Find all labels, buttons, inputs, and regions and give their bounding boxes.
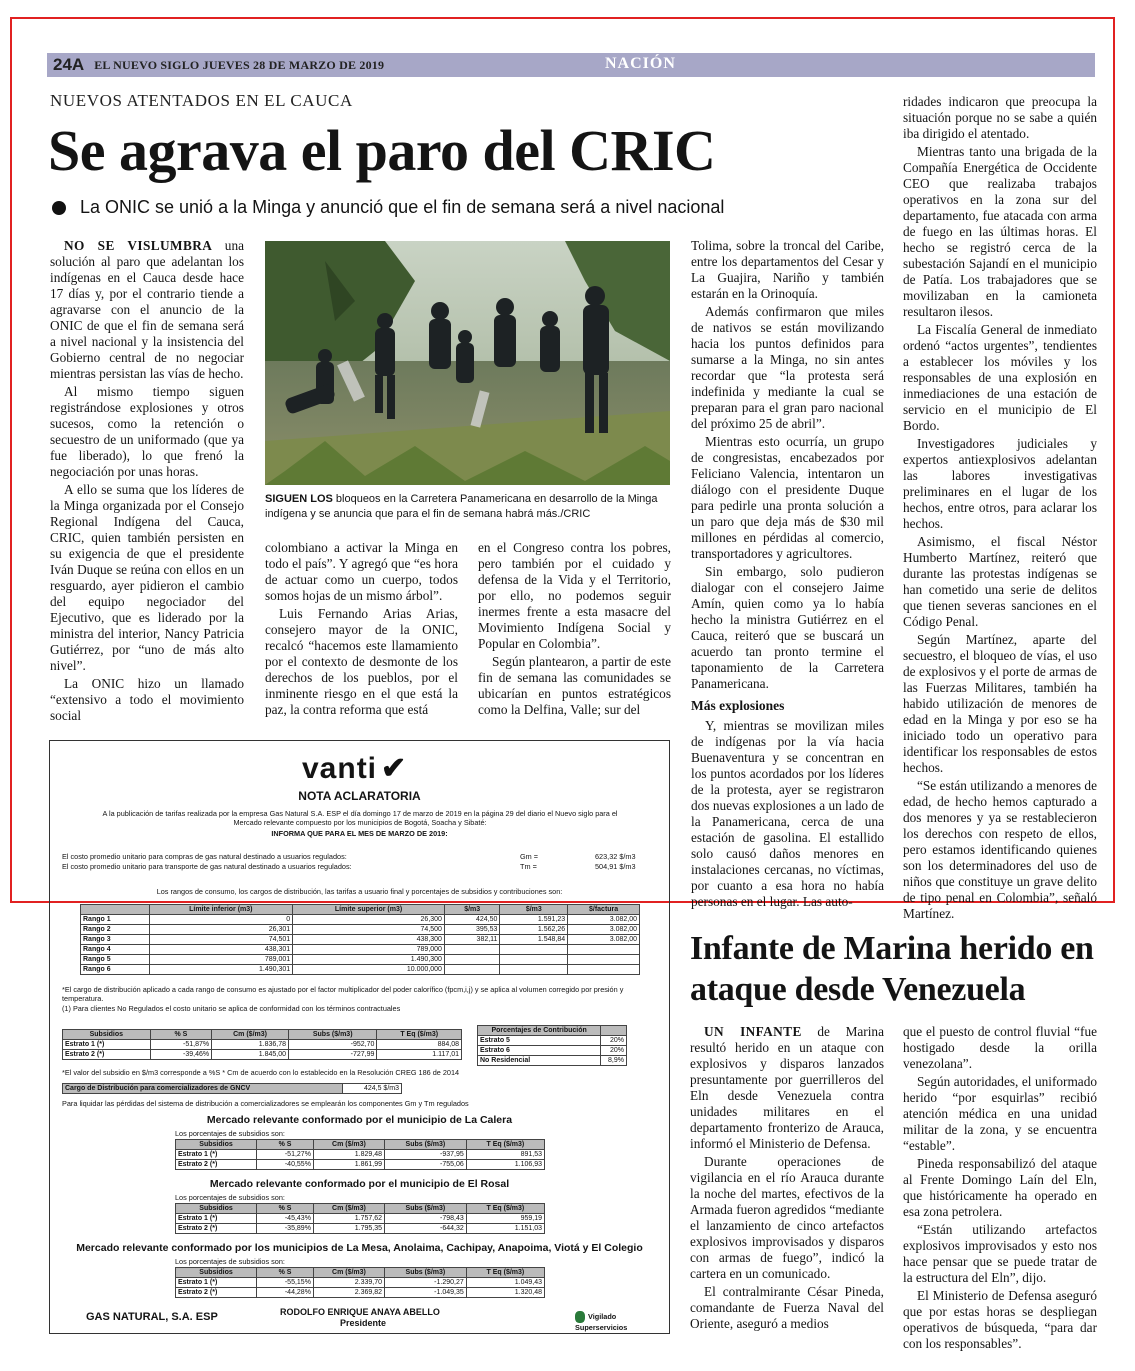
table-cell: Rango 2 xyxy=(81,925,150,935)
table-header-cell: Subsidios xyxy=(176,1140,257,1150)
table-cell: 1.836,78 xyxy=(212,1040,289,1050)
table-cell: 20% xyxy=(601,1036,627,1046)
table-cell: 884,08 xyxy=(377,1040,462,1050)
table-cell: 1.591,23 xyxy=(500,915,568,925)
article-column-5 xyxy=(903,94,1097,922)
table-cell: -40,55% xyxy=(257,1160,314,1170)
table-header-cell: $/m3 xyxy=(444,905,499,915)
table-cell xyxy=(500,945,568,955)
table-header-row xyxy=(81,905,640,915)
table-cell: Rango 4 xyxy=(81,945,150,955)
paragraph-text: una solución al paro que adelantan los indígenas en el Cauca desde hace 17 días y, por el contrario tiende a agravarse con el anuncio de la ONIC de que el fin de semana será a nivel nacional y la insistencia del Gobierno central de no negociar mientras persistan las vías de hecho. xyxy=(50,238,244,381)
table-cell: -45,43% xyxy=(257,1214,314,1224)
paragraph: en el Congreso contra los pobres, pero también por el cuidado y defensa de la Vida y el Territorio, por ello, no podemos seguir inermes frente a esta masacre del Movimiento Indígena Social y Popular en Colombia”. xyxy=(478,540,671,651)
table-row xyxy=(63,1040,462,1050)
paragraph xyxy=(50,238,244,382)
table-cell: 2.339,70 xyxy=(313,1278,384,1288)
page-number: 24A xyxy=(53,55,85,74)
table-row xyxy=(81,945,640,955)
table-header-cell xyxy=(601,1026,627,1036)
table-cell: Estrato 6 xyxy=(478,1046,601,1056)
cost-tm-symbol: Tm = xyxy=(520,862,537,871)
table-cell: -937,95 xyxy=(385,1150,467,1160)
table-cell: -44,28% xyxy=(257,1288,314,1298)
subsidy-note: *El valor del subsidio en $/m3 corresponde a %S * Cm de acuerdo con lo establecido en la Resolución CREG 186 de 2014 xyxy=(62,1068,460,1077)
table-header-cell: % S xyxy=(257,1140,314,1150)
table-header-cell: Subs ($/m3) xyxy=(385,1268,467,1278)
table-cell: -51,87% xyxy=(150,1040,211,1050)
paragraph: Según autoridades, el uniformado herido “por esquirlas” recibió atención médica en una unidad militar de la zona, y se encuentra “estable”. xyxy=(903,1074,1097,1153)
paragraph: Tolima, sobre la troncal del Caribe, entre los departamentos del Cesar y La Guajira, Nariño y también estarán en la Orinoquía. xyxy=(691,238,884,301)
table-cell: Estrato 1 (*) xyxy=(63,1040,151,1050)
seal-icon xyxy=(575,1311,585,1323)
article-column-2 xyxy=(265,540,458,718)
table-header-cell: T Eq ($/m3) xyxy=(377,1030,462,1040)
table-header-cell: Subs ($/m3) xyxy=(288,1030,376,1040)
subsidy-intro: Los porcentajes de subsidios son: xyxy=(175,1257,285,1266)
table-cell: 438,300 xyxy=(293,935,445,945)
lead-in: NO SE VISLUMBRA xyxy=(64,238,213,253)
table-cell: 1.117,01 xyxy=(377,1050,462,1060)
paragraph: Mientras esto ocurría, un grupo de congresistas, encabezados por Feliciano Valencia, intentaron un diálogo con el presidente Duque para pedirle una pronta solución a un paro que deja más de $30 mil millones en pérdidas al comercio, transportadores y agricultores. xyxy=(691,434,884,561)
table-header-row xyxy=(176,1204,545,1214)
table-cell: 74,500 xyxy=(293,925,445,935)
article2-headline: Infante de Marina herido en ataque desde Venezuela xyxy=(690,930,1094,1008)
contribution-table xyxy=(477,1025,627,1066)
table-header-row xyxy=(478,1026,627,1036)
table-cell: 789,001 xyxy=(149,955,293,965)
table-cell xyxy=(568,945,640,955)
notice-title: NOTA ACLARATORIA xyxy=(298,789,421,803)
table-header-cell: T Eq ($/m3) xyxy=(466,1204,544,1214)
gncv-label: Cargo de Distribución para comercializadores de GNCV xyxy=(63,1084,343,1094)
table-cell: Rango 6 xyxy=(81,965,150,975)
paragraph: La Fiscalía General de inmediato ordenó “actos urgentes”, tendientes a establecer los móviles y los responsables de una explosión en inmediaciones de una estación de servicio en el municipio de El Bordo. xyxy=(903,322,1097,433)
paragraph: “Se están utilizando a menores de edad, de hecho hemos capturado a dos menores y ya se restablecieron los derechos con respeto de ellos, pero estamos identificando quienes son los determinadores del uso de niños que constituye un grave delito de tipo penal en Colombia”, señaló Martínez. xyxy=(903,778,1097,921)
table-cell: 424,50 xyxy=(444,915,499,925)
table-header-cell: Subs ($/m3) xyxy=(385,1204,467,1214)
nonregulated-note: (1) Para clientes No Regulados el costo unitario se aplica de conformidad con los términos contractuales xyxy=(62,1004,401,1013)
table-cell: 3.082,00 xyxy=(568,915,640,925)
table-cell: Rango 5 xyxy=(81,955,150,965)
paragraph: Pineda responsabilizó del ataque al Frente Domingo Laín del Eln, que históricamente ha operado en esa zona petrolera. xyxy=(903,1156,1097,1219)
caption-lead: SIGUEN LOS xyxy=(265,493,333,505)
table-cell: 3.082,00 xyxy=(568,935,640,945)
article-kicker: NUEVOS ATENTADOS EN EL CAUCA xyxy=(50,91,353,110)
cost-tm-label: El costo promedio unitario para transporte de gas natural destinado a usuarios regulados: xyxy=(62,862,352,871)
table-header-cell: Cm ($/m3) xyxy=(212,1030,289,1040)
table-row xyxy=(176,1214,545,1224)
paragraph: A ello se suma que los líderes de la Minga organizada por el Consejo Regional Indígena del Cauca, CRIC, quien también persisten en su exigencia de que el presidente Iván Duque se reúna con ellos en un resguardo, ayer pidieron el cambio del equipo negociador del Ejecutivo, que es liderado por la ministra del interior, Nancy Patricia Gutiérrez, por “uno de más alto nivel”. xyxy=(50,482,244,673)
subsidies-table xyxy=(62,1029,462,1060)
article-column-3 xyxy=(478,540,671,718)
table-cell: 3.082,00 xyxy=(568,925,640,935)
table-cell: 1.049,43 xyxy=(466,1278,544,1288)
table-header-cell: Límite superior (m3) xyxy=(293,905,445,915)
table-row xyxy=(81,915,640,925)
table-row xyxy=(176,1288,545,1298)
table-header-cell: Subsidios xyxy=(176,1268,257,1278)
table-cell: -798,43 xyxy=(385,1214,467,1224)
paragraph: ridades indicaron que preocupa la situación porque no se sabe a quién iba dirigido el atentado. xyxy=(903,94,1097,141)
section-name: NACIÓN xyxy=(605,55,676,72)
table-cell: 438,301 xyxy=(149,945,293,955)
table-header-cell: Porcentajes de Contribución xyxy=(478,1026,601,1036)
market1-subsidies-table xyxy=(175,1139,545,1170)
table-row xyxy=(176,1278,545,1288)
table-row xyxy=(176,1150,545,1160)
market3-subsidies-table xyxy=(175,1267,545,1298)
paragraph: Mientras tanto una brigada de la Compañía Energética de Occidente CEO que realizaba trabajos operativos en la zona sur del departamento, fue atacada con arma de fuego en las últimas horas. El hecho se registró cerca de la subestación Sajandí en el municipio de Patía. Los trabajadores que se movilizaban en la camioneta resultaron ilesos. xyxy=(903,144,1097,319)
table-header-cell: % S xyxy=(257,1204,314,1214)
table-cell: 789,000 xyxy=(293,945,445,955)
paragraph: Y, mientras se movilizan miles de indígenas por la vía hacia Buenaventura y se concentran en los puntos acordados por los líderes de la protesta, ayer se registraron dos nuevas explosiones a un lado de la Panamericana, cerca de una estación de gasolina. El estallido solo causó daños menores en instalaciones cercanas, no víctimas, por cuanto a esa hora no había personas en el lugar. Las auto- xyxy=(691,718,884,909)
gncv-value: 424,5 $/m3 xyxy=(343,1084,402,1094)
table-header-cell: Límite inferior (m3) xyxy=(149,905,293,915)
table-cell: 1.490,301 xyxy=(149,965,293,975)
article2-column-2 xyxy=(903,1024,1097,1352)
losses-note: Para liquidar las pérdidas del sistema de distribución a comercializadores se emplearán los componentes Gm y Tm regulados xyxy=(62,1099,469,1108)
bullet-icon xyxy=(52,201,66,215)
market-title-la-calera: Mercado relevante conformado por el municipio de La Calera xyxy=(206,1114,513,1126)
article2-column-1 xyxy=(690,1024,884,1332)
table-cell: 0 xyxy=(149,915,293,925)
table-cell: -1.290,27 xyxy=(385,1278,467,1288)
vanti-notice-ad xyxy=(49,740,670,1334)
table-row xyxy=(176,1224,545,1234)
lead-in: UN INFANTE xyxy=(704,1024,802,1039)
table-cell: 382,11 xyxy=(444,935,499,945)
distribution-note: *El cargo de distribución aplicado a cada rango de consumo es ajustado por el factor multiplicador del poder calorífico (fpcm,i,j) y se aplica al volumen corregido por presión y temperatura. xyxy=(62,985,624,1003)
page-header-bar xyxy=(47,53,1095,77)
table-cell: No Residencial xyxy=(478,1056,601,1066)
table-cell: -51,27% xyxy=(257,1150,314,1160)
logo-text: vanti xyxy=(302,752,378,785)
table-cell xyxy=(568,965,640,975)
cost-tm-value: 504,91 $/m3 xyxy=(595,862,636,871)
table-row xyxy=(81,955,640,965)
table-header-cell: Subs ($/m3) xyxy=(385,1140,467,1150)
table-cell: 1.757,62 xyxy=(313,1214,384,1224)
section-subhead: Más explosiones xyxy=(691,698,785,713)
cost-gm-label: El costo promedio unitario para compras de gas natural destinado a usuarios regulados: xyxy=(62,852,347,861)
table-cell: 2.369,82 xyxy=(313,1288,384,1298)
table-header-cell: T Eq ($/m3) xyxy=(466,1268,544,1278)
table-header-cell: % S xyxy=(257,1268,314,1278)
gncv-table xyxy=(62,1083,402,1094)
paragraph: Sin embargo, solo pudieron dialogar con el consejero Jaime Amín, quien como ya lo había hecho la ministra Gutiérrez en el Cauca, reiteró que se buscará un acuerdo tan pronto termine el taponamiento de la Carretera Panamericana. xyxy=(691,564,884,691)
paragraph: La ONIC hizo un llamado “extensivo a todo el movimiento social xyxy=(50,676,244,723)
table-cell: -952,70 xyxy=(288,1040,376,1050)
table-cell: Estrato 2 (*) xyxy=(176,1224,257,1234)
table-header-cell: Subsidios xyxy=(176,1204,257,1214)
table-cell: 1.320,48 xyxy=(466,1288,544,1298)
subheadline-text: La ONIC se unió a la Minga y anunció que el fin de semana será a nivel nacional xyxy=(80,197,725,217)
table-cell: -755,06 xyxy=(385,1160,467,1170)
paragraph: Según Martínez, aparte del secuestro, el bloqueo de vías, el uso de explosivos y el porte de armas de las Fuerzas Militares, también ha habido utilización de menores de edad en la Minga y por eso se ha iniciado todo un operativo para identificar los responsables de estos hechos. xyxy=(903,632,1097,775)
paragraph: El contralmirante César Pineda, comandante de Fuerza Naval del Oriente, aseguró a medios xyxy=(690,1284,884,1331)
paragraph: Durante operaciones de vigilancia en el río Arauca durante la noche del martes, efectivos de la Armada fueron agredidos “mediante el lanzamiento de cinco artefactos explosivos improvisados y disparos con armas de fuego”, indicó la cartera en un comunicado. xyxy=(690,1154,884,1281)
table-cell: 1.151,03 xyxy=(466,1224,544,1234)
table-cell: Estrato 1 (*) xyxy=(176,1214,257,1224)
table-cell: 20% xyxy=(601,1046,627,1056)
table-cell: 1.795,35 xyxy=(313,1224,384,1234)
table-cell: -1.049,35 xyxy=(385,1288,467,1298)
article-column-1 xyxy=(50,238,244,724)
table-cell: 74,501 xyxy=(149,935,293,945)
paragraph-text: de Marina resultó herido en un ataque con explosivos y disparos lanzados presuntamente por guerrilleros del Eln desde Venezuela contra unidades militares en el departamento fronterizo de Arauca, informó el Ministerio de Defensa. xyxy=(690,1024,884,1151)
table-cell: -39,46% xyxy=(150,1050,211,1060)
table-header-cell: % S xyxy=(150,1030,211,1040)
table-cell xyxy=(500,965,568,975)
table-cell: -644,32 xyxy=(385,1224,467,1234)
table-header-cell: T Eq ($/m3) xyxy=(466,1140,544,1150)
table-row xyxy=(478,1056,627,1066)
paragraph: Al mismo tiempo siguen registrándose explosiones y otros sucesos, como la retención o secuestro de un uniformado (que ya fue liberado), lo que frenó la negociación por unas horas. xyxy=(50,384,244,479)
table-cell: Estrato 2 (*) xyxy=(176,1160,257,1170)
table-row xyxy=(63,1050,462,1060)
table-cell xyxy=(444,955,499,965)
table-cell: 891,53 xyxy=(466,1150,544,1160)
market-title-el-rosal: Mercado relevante conformado por el municipio de El Rosal xyxy=(209,1178,510,1190)
table-header-cell: Cm ($/m3) xyxy=(313,1140,384,1150)
publication-date: EL NUEVO SIGLO JUEVES 28 DE MARZO DE 2019 xyxy=(94,57,385,72)
photo-caption xyxy=(265,492,670,522)
table-row xyxy=(176,1160,545,1170)
table-row xyxy=(478,1036,627,1046)
paragraph: que el puesto de control fluvial “fue hostigado desde la orilla venezolana”. xyxy=(903,1024,1097,1071)
table-header-row xyxy=(63,1030,462,1040)
table-cell: Rango 3 xyxy=(81,935,150,945)
subsidy-intro: Los porcentajes de subsidios son: xyxy=(175,1193,285,1202)
superservicios-seal xyxy=(575,1311,655,1332)
paragraph: “Están utilizando artefactos explosivos improvisados y esto nos hace pensar que se puede tratar de la estructura del Eln”, dijo. xyxy=(903,1222,1097,1285)
table-cell: Rango 1 xyxy=(81,915,150,925)
market2-subsidies-table xyxy=(175,1203,545,1234)
table-cell xyxy=(444,965,499,975)
table-cell: -55,15% xyxy=(257,1278,314,1288)
company-name: GAS NATURAL, S.A. ESP xyxy=(86,1311,218,1323)
notice-intro: A la publicación de tarifas realizada por la empresa Gas Natural S.A. ESP el día domingo 17 de marzo de 2019 en la página 29 del diario el Nuevo siglo para el Mercado relevante compuesto por los municipios de Bogotá, Soacha y Sibaté: xyxy=(102,809,618,827)
table-cell: -35,89% xyxy=(257,1224,314,1234)
table-cell: Estrato 2 (*) xyxy=(176,1288,257,1298)
paragraph: Además confirmaron que miles de nativos se están movilizando hacia los puntos definidos para sumarse a la Minga, no sin antes recordar que “la protesta será indefinida y mediante la cual se preparan para el gran paro nacional del próximo 25 de abril”. xyxy=(691,304,884,431)
cost-gm-value: 623,32 $/m3 xyxy=(595,852,636,861)
table-cell: 959,19 xyxy=(466,1214,544,1224)
table-cell xyxy=(568,955,640,965)
table-row xyxy=(478,1046,627,1056)
paragraph: Asimismo, el fiscal Néstor Humberto Martínez, reiteró que durante las protestas indígenas se han cometido una serie de delitos que tienen severas sanciones en el Código Penal. xyxy=(903,534,1097,629)
table-row xyxy=(81,965,640,975)
table-cell: Estrato 2 (*) xyxy=(63,1050,151,1060)
table-header-row xyxy=(176,1268,545,1278)
table-cell: 26,301 xyxy=(149,925,293,935)
ranges-note: Los rangos de consumo, los cargos de distribución, las tarifas a usuario final y porcentajes de subsidios y contribuciones son: xyxy=(156,887,563,896)
table-cell: -727,99 xyxy=(288,1050,376,1060)
cost-gm-symbol: Gm = xyxy=(520,852,539,861)
table-cell: 8,9% xyxy=(601,1056,627,1066)
subsidy-intro: Los porcentajes de subsidios son: xyxy=(175,1129,285,1138)
table-header-cell: Cm ($/m3) xyxy=(313,1204,384,1214)
table-header-cell: $/m3 xyxy=(500,905,568,915)
vanti-logo xyxy=(302,751,407,786)
table-cell: 1.106,93 xyxy=(466,1160,544,1170)
table-cell: 26,300 xyxy=(293,915,445,925)
seal-text: Vigilado Superservicios xyxy=(575,1311,628,1332)
article-headline: Se agrava el paro del CRIC xyxy=(48,118,716,183)
table-header-cell: Subsidios xyxy=(63,1030,151,1040)
paragraph xyxy=(690,1024,884,1152)
signer-title: Presidente xyxy=(340,1318,387,1328)
table-row xyxy=(81,935,640,945)
checkmark-icon: ✔ xyxy=(381,752,408,785)
table-cell: 1.548,84 xyxy=(500,935,568,945)
article-subheadline xyxy=(52,197,724,218)
table-cell xyxy=(444,945,499,955)
paragraph: Según plantearon, a partir de este fin de semana las comunidades se ubicarían en puntos estratégicos como la Delfina, Valle; sur del xyxy=(478,654,671,717)
table-cell: 395,53 xyxy=(444,925,499,935)
table-cell: 1.562,26 xyxy=(500,925,568,935)
article-column-4 xyxy=(691,238,884,910)
table-cell: 1.845,00 xyxy=(212,1050,289,1060)
signer-name: RODOLFO ENRIQUE ANAYA ABELLO xyxy=(280,1307,440,1317)
market-title-la-mesa: Mercado relevante conformado por los municipios de La Mesa, Anolaima, Cachipay, Anapoima, Viotá y El Colegio xyxy=(76,1242,643,1254)
table-header-cell xyxy=(81,905,150,915)
paragraph: Investigadores judiciales y expertos antiexplosivos adelantan las labores investigativas preliminares en el lugar de los hechos, entre otros, para aclarar los hechos. xyxy=(903,436,1097,531)
table-row xyxy=(81,925,640,935)
table-cell: 1.829,48 xyxy=(313,1150,384,1160)
table-cell: 10.000,000 xyxy=(293,965,445,975)
ranges-table xyxy=(80,904,640,975)
paragraph: El Ministerio de Defensa aseguró que por estas horas se despliegan operativos de búsqueda, “para dar con los responsables”. xyxy=(903,1288,1097,1351)
table-cell: Estrato 1 (*) xyxy=(176,1150,257,1160)
table-header-row xyxy=(176,1140,545,1150)
caption-text: bloqueos en la Carretera Panamericana en desarrollo de la Minga indígena y se anuncia que para el fin de semana habrá más./CRIC xyxy=(265,493,658,520)
table-header-cell: $/factura xyxy=(568,905,640,915)
table-cell: 1.861,99 xyxy=(313,1160,384,1170)
table-cell: 1.490,300 xyxy=(293,955,445,965)
table-header-cell: Cm ($/m3) xyxy=(313,1268,384,1278)
table-cell xyxy=(500,955,568,965)
protest-photo xyxy=(265,241,670,485)
table-cell: Estrato 1 (*) xyxy=(176,1278,257,1288)
notice-inform: INFORMA QUE PARA EL MES DE MARZO DE 2019: xyxy=(271,829,448,838)
paragraph: colombiano a activar la Minga en todo el país”. Y agregó que “es hora de actuar como un cuerpo, todos somos hojas de un mismo árbol”. xyxy=(265,540,458,603)
table-cell: Estrato 5 xyxy=(478,1036,601,1046)
paragraph: Luis Fernando Arias Arias, consejero mayor de la ONIC, recalcó “hacemos este llamamiento por el contexto de desmonte de los derechos de los pueblos, por el inminente riesgo en el que está la paz, la contra reforma que está xyxy=(265,606,458,717)
